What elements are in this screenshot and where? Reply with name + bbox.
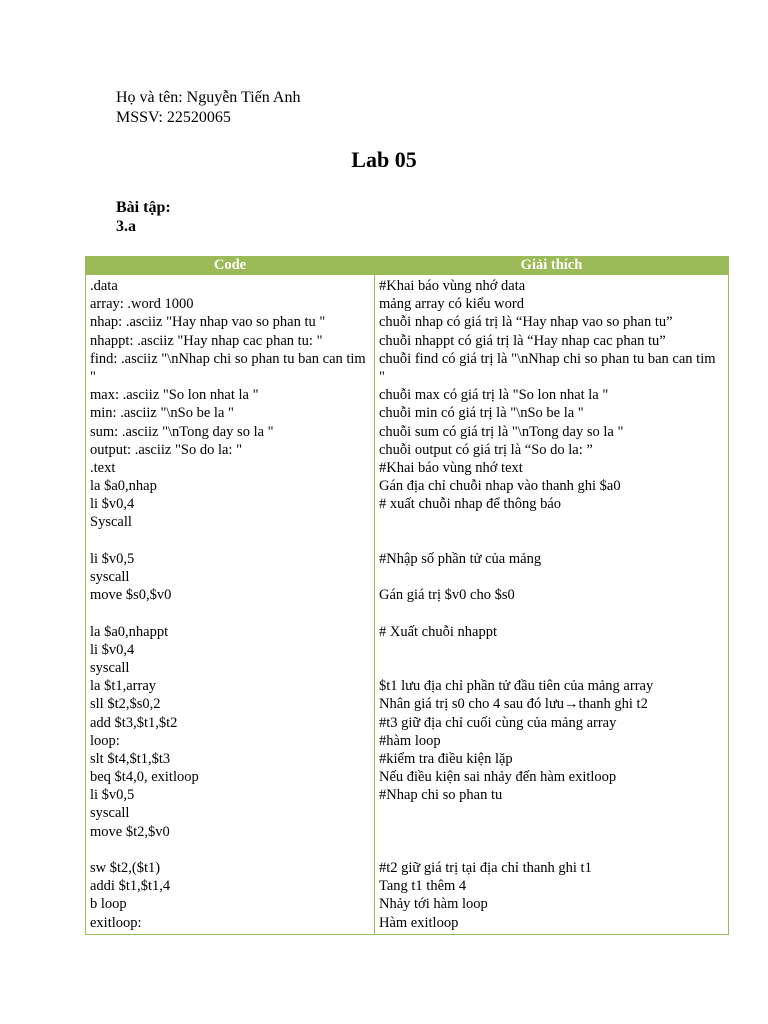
code-line: .text — [90, 459, 116, 476]
explanation-line — [379, 641, 724, 659]
code-line: addi $t1,$t1,4 — [90, 878, 171, 895]
explanation-line: Tang t1 thêm 4 — [379, 878, 467, 895]
explanation-line: #t3 giữ địa chỉ cuối cùng của mảng array — [379, 714, 617, 731]
explanation-line: #Nhập số phần tử của mảng — [379, 550, 542, 567]
explanation-line: #Nhap chi so phan tu — [379, 787, 503, 804]
code-line: la $a0,nhappt — [90, 623, 169, 640]
table-header-row — [86, 257, 729, 275]
explanation-line — [379, 513, 724, 531]
explanation-line: chuỗi nhap có giá trị là “Hay nhap vao so phan tu” — [379, 314, 673, 331]
page-title: Lab 05 — [351, 147, 417, 172]
code-line: .data — [90, 278, 118, 294]
code-line: syscall — [90, 805, 130, 822]
explanation-line — [379, 804, 724, 822]
code-line: sw $t2,($t1) — [90, 860, 161, 877]
explanation-line: Gán giá trị $v0 cho $s0 — [379, 587, 515, 604]
code-line: b loop — [90, 896, 127, 913]
student-id: MSSV: 22520065 — [116, 109, 231, 126]
code-line: array: .word 1000 — [90, 296, 194, 313]
explanation-line — [379, 659, 724, 677]
explanation-line: #Khai báo vùng nhớ data — [379, 278, 526, 294]
explanation-line — [379, 532, 724, 550]
code-line: syscall — [90, 659, 130, 676]
code-line: sum: .asciiz "\nTong day so la " — [90, 423, 274, 440]
code-line: loop: — [90, 732, 120, 749]
explanation-line: chuỗi min có giá trị là "\nSo be la " — [379, 405, 584, 422]
code-line: la $a0,nhap — [90, 478, 157, 495]
section-heading: Bài tập: — [116, 199, 171, 216]
explanation-line: chuỗi output có giá trị là “So do la: ” — [379, 441, 593, 458]
explanation-line: chuỗi nhappt có giá trị là “Hay nhap cac phan tu” — [379, 332, 666, 349]
header-code: Code — [86, 257, 375, 275]
explanation-line: #hàm loop — [379, 732, 441, 749]
explanation-line: Nhảy tới hàm loop — [379, 896, 488, 913]
code-line: li $v0,5 — [90, 550, 135, 567]
code-line: beq $t4,0, exitloop — [90, 769, 199, 786]
explanation-cell — [375, 275, 729, 935]
code-line: min: .asciiz "\nSo be la " — [90, 405, 234, 422]
explanation-line: chuỗi max có giá trị là "So lon nhat la " — [379, 387, 609, 404]
code-line: li $v0,4 — [90, 641, 135, 658]
explanation-line: Gán địa chỉ chuỗi nhap vào thanh ghi $a0 — [379, 478, 621, 495]
explanation-line: #Khai báo vùng nhớ text — [379, 459, 523, 476]
explanation-line — [379, 568, 724, 586]
code-line — [90, 841, 370, 859]
explanation-line: chuỗi find có giá trị là "\nNhap chi so phan tu ban can tim " — [379, 350, 716, 385]
explanation-line: mảng array có kiểu word — [379, 296, 524, 313]
code-line: nhappt: .asciiz "Hay nhap cac phan tu: " — [90, 332, 323, 349]
code-line: max: .asciiz "So lon nhat la " — [90, 387, 259, 404]
explanation-line — [379, 841, 724, 859]
explanation-line: Nếu điều kiện sai nhảy đến hàm exitloop — [379, 769, 617, 786]
explanation-line: #kiểm tra điều kiện lặp — [379, 750, 513, 767]
code-cell — [86, 275, 375, 935]
explanation-line — [379, 604, 724, 622]
code-explanation-table — [85, 256, 729, 935]
code-line: slt $t4,$t1,$t3 — [90, 750, 171, 767]
explanation-line: Hàm exitloop — [379, 914, 459, 931]
explanation-line: $t1 lưu địa chỉ phần tử đầu tiên của mảng array — [379, 678, 654, 695]
code-line — [90, 604, 370, 622]
explanation-line: #t2 giữ giá trị tại địa chỉ thanh ghi t1 — [379, 860, 592, 877]
explanation-line: chuỗi sum có giá trị là "\nTong day so la " — [379, 423, 624, 440]
code-line: syscall — [90, 569, 130, 586]
header-explanation: Giải thích — [375, 257, 729, 275]
code-line: la $t1,array — [90, 678, 157, 695]
code-line: li $v0,4 — [90, 496, 135, 513]
explanation-line: Nhân giá trị s0 cho 4 sau đó lưu→thanh ghi t2 — [379, 696, 648, 713]
explanation-line — [379, 823, 724, 841]
code-line: exitloop: — [90, 914, 142, 931]
code-line: nhap: .asciiz "Hay nhap vao so phan tu " — [90, 314, 326, 331]
code-line: add $t3,$t1,$t2 — [90, 714, 178, 731]
explanation-line: # Xuất chuỗi nhappt — [379, 623, 497, 640]
explanation-line: # xuất chuỗi nhap để thông báo — [379, 496, 562, 513]
code-line — [90, 532, 370, 550]
code-line: sll $t2,$s0,2 — [90, 696, 161, 713]
code-line: Syscall — [90, 514, 132, 531]
code-line: move $s0,$v0 — [90, 587, 172, 604]
code-line: output: .asciiz "So do la: " — [90, 441, 242, 458]
table-row — [86, 275, 729, 935]
student-name: Họ và tên: Nguyễn Tiến Anh — [116, 89, 301, 106]
code-line: move $t2,$v0 — [90, 823, 170, 840]
exercise-number: 3.a — [116, 218, 136, 235]
code-line: li $v0,5 — [90, 787, 135, 804]
code-line: find: .asciiz "\nNhap chi so phan tu ban can tim " — [90, 350, 366, 385]
